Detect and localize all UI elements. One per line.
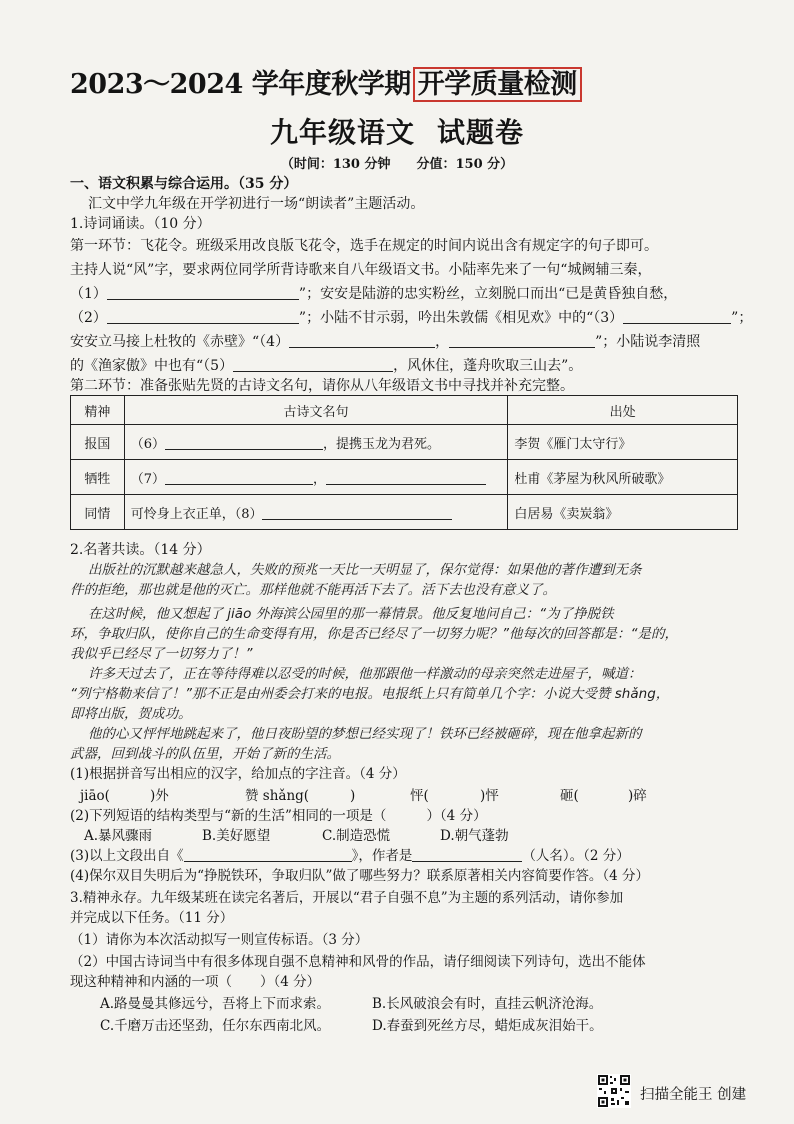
q3-sub2-l2: 现这种精神和内涵的一项（ ）（4 分） [70,974,321,990]
answer-blank-6[interactable] [165,435,323,450]
q3-sub1: （1）请你为本次活动拟写一则宣传标语。（3 分） [70,932,369,948]
exam-title-main: 2023～2024 学年度秋学期 [70,69,411,100]
exam-title [70,62,730,101]
passage-line: “列宁格勒来信了！”那不正是由州委会打来的电报。电报纸上只有简单几个字：小说大受赞 shǎng， [70,686,670,702]
section1-intro: 汇文中学九年级在开学初进行一场“朗读者”主题活动。 [88,196,425,212]
table-header-quote: 古诗文名句 [124,396,508,425]
exam-time-score [0,153,794,172]
passage-line: 即将出版，贺成功。 [70,706,192,722]
exam-page: 2023～2024 学年度秋学期 开学质量检测 九年级语文 试题卷 （时间：130 分钟 分值：150 分） 一、语文积累与综合运用。（35 分） 汇文中学九年级在开学初进行一场“朗读者”主题活动。 1.诗词诵读。（10 分） 第一环节：飞花令。班级采用改良版飞花令，选手在规定的时间内说出含有规定字的句子即可。 主持人说“风”字，要求两位同学所背诗歌来自八年级语文书。小陆率先来了一句“城阙辅三秦， （1） ”；安安是陆游的忠实粉丝，立刻脱口而出“已是黄昏独自愁， （2） ”；小陆不甘示弱，吟出朱敦儒《相见欢》中的“（3） ”； 安安立马接上杜牧的《赤壁》“（4） ， ”；小陆说李清照 的《渔家傲》中也有“（5） ，风休住，蓬舟吹取三山去”。 第二环节：准备张贴先贤的古诗文名句，请你从八年级语文书中寻找并补充完整。 精神 古诗文名句 出处 报国 （6） ，提携玉龙为君死。 李贺《雁门太守行》 牺牲 （7） ， 杜甫《茅屋为秋风所破歌》 同情 可怜身上衣正单，（8） 白居易《卖炭翁》 2.名著共读。（14 分） 出版社的沉默越来越急人，失败的预兆一天比一天明显了，保尔觉得：如果他的著作遭到无条 件的拒绝，那也就是他的灭亡。那样他就不能再活下去了。活下去也没有意义了。 在这时候，他又想起了 jiāo 外海滨公园里的那一幕情景。他反复地问自己：“为了挣脱铁 环，争取归队，使你自己的生命变得有用，你是否已经尽了一切努力呢？”他每次的回答都是：“是的， 我似乎已经尽了一切努力了！” 许多天过去了，正在等待得难以忍受的时候，他那跟他一样激动的母亲突然走进屋子，喊道： “列宁格勒来信了！”那不正是由州委会打来的电报。电报纸上只有简单几个字：小说大受赞 shǎng， 即将出版，贺成功。 他的心又怦怦地跳起来了，他日夜盼望的梦想已经实现了！铁环已经被砸碎，现在他拿起新的 武器，回到战斗的队伍里，开始了新的生活。 (1)根据拼音写出相应的汉字，给加点的字注音。（4 分） jiāo( )外 赞 shǎng( ) 怦( )怦 砸( )碎 (2)下列短语的结构类型与“新的生活”相同的一项是（ ）（4 分） A.暴风骤雨 B.美好愿望 C.制造恐慌 D.朝气蓬勃 (3)以上文段出自《 》，作者是 （人名）。（2 分） (4)保尔双目失明后为“挣脱铁环，争取归队”做了哪些努力？联系原著相关内容简要作答。（4 分） 3.精神永存。九年级某班在读完名著后，开展以“君子自强不息”为主题的系列活动，请你参加 并完成以下任务。（11 分） （1）请你为本次活动拟写一则宣传标语。（3 分） （2）中国古诗词当中有很多体现自强不息精神和风骨的作品，请仔细阅读下列诗句，选出不能体 现这种精神和内涵的一项（ ）（4 分） A.路曼曼其修远兮，吾将上下而求索。 B.长风破浪会有时，直挂云帆济沧海。 C.千磨万击还坚劲，任尔东西南北风。 D.春蚕到死丝方尽，蜡炬成灰泪始干。 扫描全能王 创建 [0,0,794,1124]
q2-sub4: (4)保尔双目失明后为“挣脱铁环，争取归队”做了哪些努力？联系原著相关内容简要作答。（4 分） [70,868,650,884]
table-row: 牺牲 （7） ， 杜甫《茅屋为秋风所破歌》 [71,460,738,495]
q3-heading-l2: 并完成以下任务。（11 分） [70,910,234,926]
answer-blank-author[interactable] [412,847,522,862]
q3-sub2-l1: （2）中国古诗词当中有很多体现自强不息精神和风骨的作品，请仔细阅读下列诗句，选出不能体 [70,954,646,970]
option-d[interactable]: D.朝气蓬勃 [440,828,509,844]
option-b[interactable]: B.美好愿望 [202,828,271,844]
time-info: （时间：130 分钟 [280,157,391,172]
answer-blank-book[interactable] [184,847,352,862]
answer-blank-7a[interactable] [165,470,313,485]
table-row: 报国 （6） ，提携玉龙为君死。 李贺《雁门太守行》 [71,425,738,460]
table-header-spirit: 精神 [71,396,125,425]
table-header-source: 出处 [508,396,738,425]
table-row: 同情 可怜身上衣正单，（8） 白居易《卖炭翁》 [71,495,738,530]
p1-line2: 主持人说“风”字，要求两位同学所背诗歌来自八年级语文书。小陆率先来了一句“城阙辅三秦， [70,262,652,278]
answer-blank-7b[interactable] [326,470,486,485]
answer-blank-3[interactable] [623,309,731,324]
passage-line: 环，争取归队，使你自己的生命变得有用，你是否已经尽了一切努力呢？”他每次的回答都是：“是的， [70,626,678,642]
p1-line3: （1） ”；安安是陆游的忠实粉丝，立刻脱口而出“已是黄昏独自愁， [70,286,678,302]
q2-sub2: (2)下列短语的结构类型与“新的生活”相同的一项是（ ）（4 分） [70,808,487,824]
p1-line5: 安安立马接上杜牧的《赤壁》“（4） ， ”；小陆说李清照 [70,334,701,350]
option-a[interactable]: A.路曼曼其修远兮，吾将上下而求索。 [100,996,331,1012]
answer-blank-4b[interactable] [449,333,595,348]
answer-blank-4a[interactable] [289,333,435,348]
answer-blank-1[interactable] [107,285,299,300]
subtitle-subject: 九年级语文 [269,116,415,149]
passage-line: 在这时候，他又想起了 jiāo 外海滨公园里的那一幕情景。他反复地问自己：“为了挣脱铁 [88,606,614,622]
q1-heading: 1.诗词诵读。（10 分） [70,216,211,232]
poem-table [70,395,738,530]
option-b[interactable]: B.长风破浪会有时，直挂云帆济沧海。 [372,996,603,1012]
section1-heading: 一、语文积累与综合运用。（35 分） [70,176,298,192]
scanner-watermark: 扫描全能王 创建 [640,1087,747,1103]
table-header-row [71,396,738,425]
option-a[interactable]: A.暴风骤雨 [84,828,153,844]
answer-blank-8[interactable] [262,505,452,520]
subtitle-paper: 试题卷 [437,116,525,149]
passage-line: 他的心又怦怦地跳起来了，他日夜盼望的梦想已经实现了！铁环已经被砸碎，现在他拿起新的 [88,726,642,742]
passage-line: 许多天过去了，正在等待得难以忍受的时候，他那跟他一样激动的母亲突然走进屋子，喊道： [88,666,642,682]
passage-line: 件的拒绝，那也就是他的灭亡。那样他就不能再活下去了。活下去也没有意义了。 [70,582,556,598]
q2-heading: 2.名著共读。（14 分） [70,542,211,558]
passage-line: 出版社的沉默越来越急人，失败的预兆一天比一天明显了，保尔觉得：如果他的著作遭到无条 [88,562,642,578]
p1-line6: 的《渔家傲》中也有“（5） ，风休住，蓬舟吹取三山去”。 [70,358,583,374]
option-c[interactable]: C.千磨万击还坚劲，任尔东西南北风。 [100,1018,331,1034]
q3-heading: 3.精神永存。九年级某班在读完名著后，开展以“君子自强不息”为主题的系列活动，请你参加 [70,890,624,906]
score-info: 分值：150 分） [416,157,514,172]
answer-blank-5[interactable] [233,357,393,372]
p1-line4: （2） ”；小陆不甘示弱，吟出朱敦儒《相见欢》中的“（3） ”； [70,310,753,326]
option-c[interactable]: C.制造恐慌 [322,828,391,844]
option-d[interactable]: D.春蚕到死丝方尽，蜡炬成灰泪始干。 [372,1018,603,1034]
exam-title-boxed: 开学质量检测 [413,67,582,102]
exam-subtitle [0,111,794,151]
qr-code-icon [597,1074,631,1108]
p1-line1: 第一环节：飞花令。班级采用改良版飞花令，选手在规定的时间内说出含有规定字的句子即可。 [70,238,658,254]
q2-sub1: (1)根据拼音写出相应的汉字，给加点的字注音。（4 分） [70,766,406,782]
passage-line: 武器，回到战斗的队伍里，开始了新的生活。 [70,746,340,762]
passage-line: 我似乎已经尽了一切努力了！” [70,646,253,662]
p2-line: 第二环节：准备张贴先贤的古诗文名句，请你从八年级语文书中寻找并补充完整。 [70,378,574,394]
answer-blank-2[interactable] [107,309,299,324]
q2-sub3: (3)以上文段出自《 》，作者是 （人名）。（2 分） [70,848,630,864]
